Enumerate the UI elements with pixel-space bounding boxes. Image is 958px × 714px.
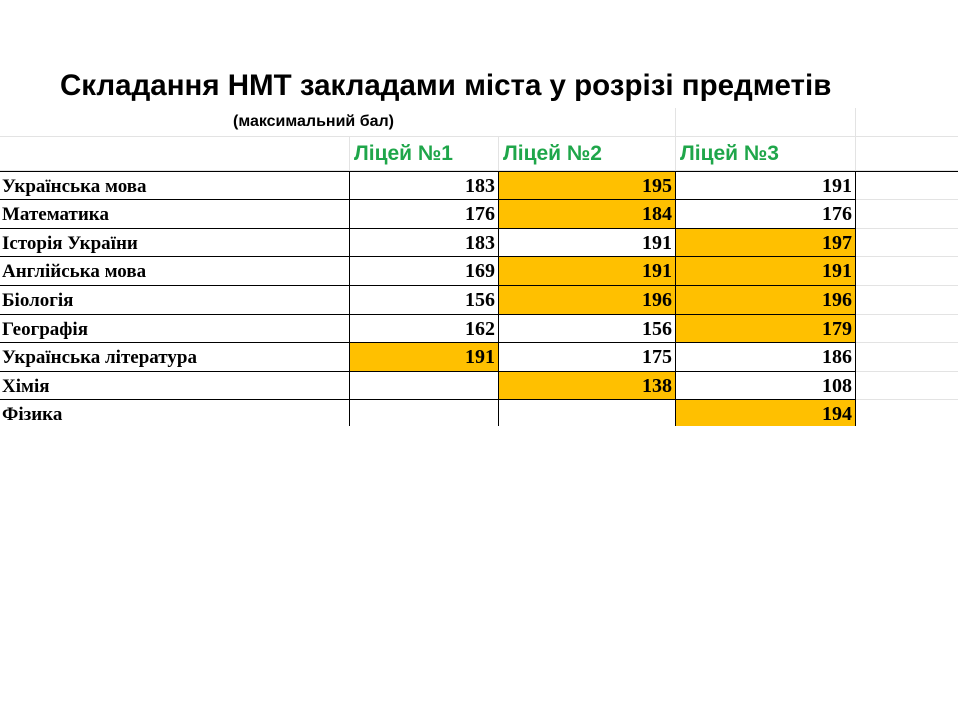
table-row bbox=[0, 343, 958, 372]
header-school-1[interactable]: Ліцей №1 bbox=[350, 137, 499, 171]
score-cell-school-1[interactable]: 183 bbox=[350, 229, 499, 258]
subject-cell[interactable]: Математика bbox=[0, 200, 350, 229]
score-cell-school-3[interactable]: 191 bbox=[676, 257, 856, 286]
table-row bbox=[0, 372, 958, 401]
empty-cell[interactable] bbox=[856, 229, 958, 258]
empty-cell[interactable] bbox=[856, 172, 958, 201]
table-row bbox=[0, 172, 958, 201]
score-cell-school-3[interactable]: 197 bbox=[676, 229, 856, 258]
score-cell-school-1[interactable] bbox=[350, 372, 499, 401]
score-cell-school-1[interactable]: 169 bbox=[350, 257, 499, 286]
header-row bbox=[0, 137, 958, 172]
header-school-2[interactable]: Ліцей №2 bbox=[499, 137, 676, 171]
subtitle-row bbox=[0, 108, 958, 137]
header-school-3[interactable]: Ліцей №3 bbox=[676, 137, 856, 171]
subject-cell[interactable]: Фізика bbox=[0, 400, 350, 426]
score-cell-school-1[interactable] bbox=[350, 400, 499, 426]
empty-cell[interactable] bbox=[856, 343, 958, 372]
table-row bbox=[0, 286, 958, 315]
score-cell-school-1[interactable]: 183 bbox=[350, 172, 499, 201]
subject-cell[interactable]: Українська мова bbox=[0, 172, 350, 201]
subject-cell[interactable]: Біологія bbox=[0, 286, 350, 315]
score-cell-school-1[interactable]: 176 bbox=[350, 200, 499, 229]
score-cell-school-2[interactable]: 175 bbox=[499, 343, 676, 372]
table-row bbox=[0, 229, 958, 258]
score-cell-school-1[interactable]: 156 bbox=[350, 286, 499, 315]
empty-cell[interactable] bbox=[856, 372, 958, 401]
score-cell-school-3[interactable]: 179 bbox=[676, 315, 856, 344]
score-cell-school-2[interactable]: 195 bbox=[499, 172, 676, 201]
subject-cell[interactable]: Хімія bbox=[0, 372, 350, 401]
score-cell-school-2[interactable]: 196 bbox=[499, 286, 676, 315]
subject-cell[interactable]: Географія bbox=[0, 315, 350, 344]
subject-cell[interactable]: Англійська мова bbox=[0, 257, 350, 286]
page-title: Складання НМТ закладами міста у розрізі предметів bbox=[60, 69, 832, 102]
score-cell-school-3[interactable]: 176 bbox=[676, 200, 856, 229]
score-cell-school-3[interactable]: 194 bbox=[676, 400, 856, 426]
empty-cell[interactable] bbox=[856, 108, 958, 137]
score-cell-school-2[interactable]: 156 bbox=[499, 315, 676, 344]
score-cell-school-2[interactable]: 138 bbox=[499, 372, 676, 401]
header-corner-cell[interactable] bbox=[0, 137, 350, 171]
table-row bbox=[0, 200, 958, 229]
score-cell-school-2[interactable]: 191 bbox=[499, 257, 676, 286]
subject-cell[interactable]: Українська література bbox=[0, 343, 350, 372]
table-row bbox=[0, 400, 958, 429]
score-cell-school-1[interactable]: 191 bbox=[350, 343, 499, 372]
empty-cell[interactable] bbox=[856, 257, 958, 286]
empty-cell[interactable] bbox=[676, 108, 856, 137]
score-cell-school-3[interactable]: 196 bbox=[676, 286, 856, 315]
empty-cell[interactable] bbox=[856, 286, 958, 315]
subject-cell[interactable]: Історія України bbox=[0, 229, 350, 258]
table-subtitle: (максимальний бал) bbox=[0, 108, 676, 137]
table-row bbox=[0, 315, 958, 344]
table-row bbox=[0, 257, 958, 286]
scores-table bbox=[0, 108, 958, 429]
score-cell-school-3[interactable]: 191 bbox=[676, 172, 856, 201]
score-cell-school-2[interactable]: 191 bbox=[499, 229, 676, 258]
score-cell-school-1[interactable]: 162 bbox=[350, 315, 499, 344]
empty-cell[interactable] bbox=[856, 315, 958, 344]
empty-cell[interactable] bbox=[856, 200, 958, 229]
score-cell-school-2[interactable]: 184 bbox=[499, 200, 676, 229]
empty-cell[interactable] bbox=[856, 137, 958, 171]
empty-cell[interactable] bbox=[856, 400, 958, 429]
score-cell-school-3[interactable]: 108 bbox=[676, 372, 856, 401]
score-cell-school-3[interactable]: 186 bbox=[676, 343, 856, 372]
score-cell-school-2[interactable] bbox=[499, 400, 676, 426]
